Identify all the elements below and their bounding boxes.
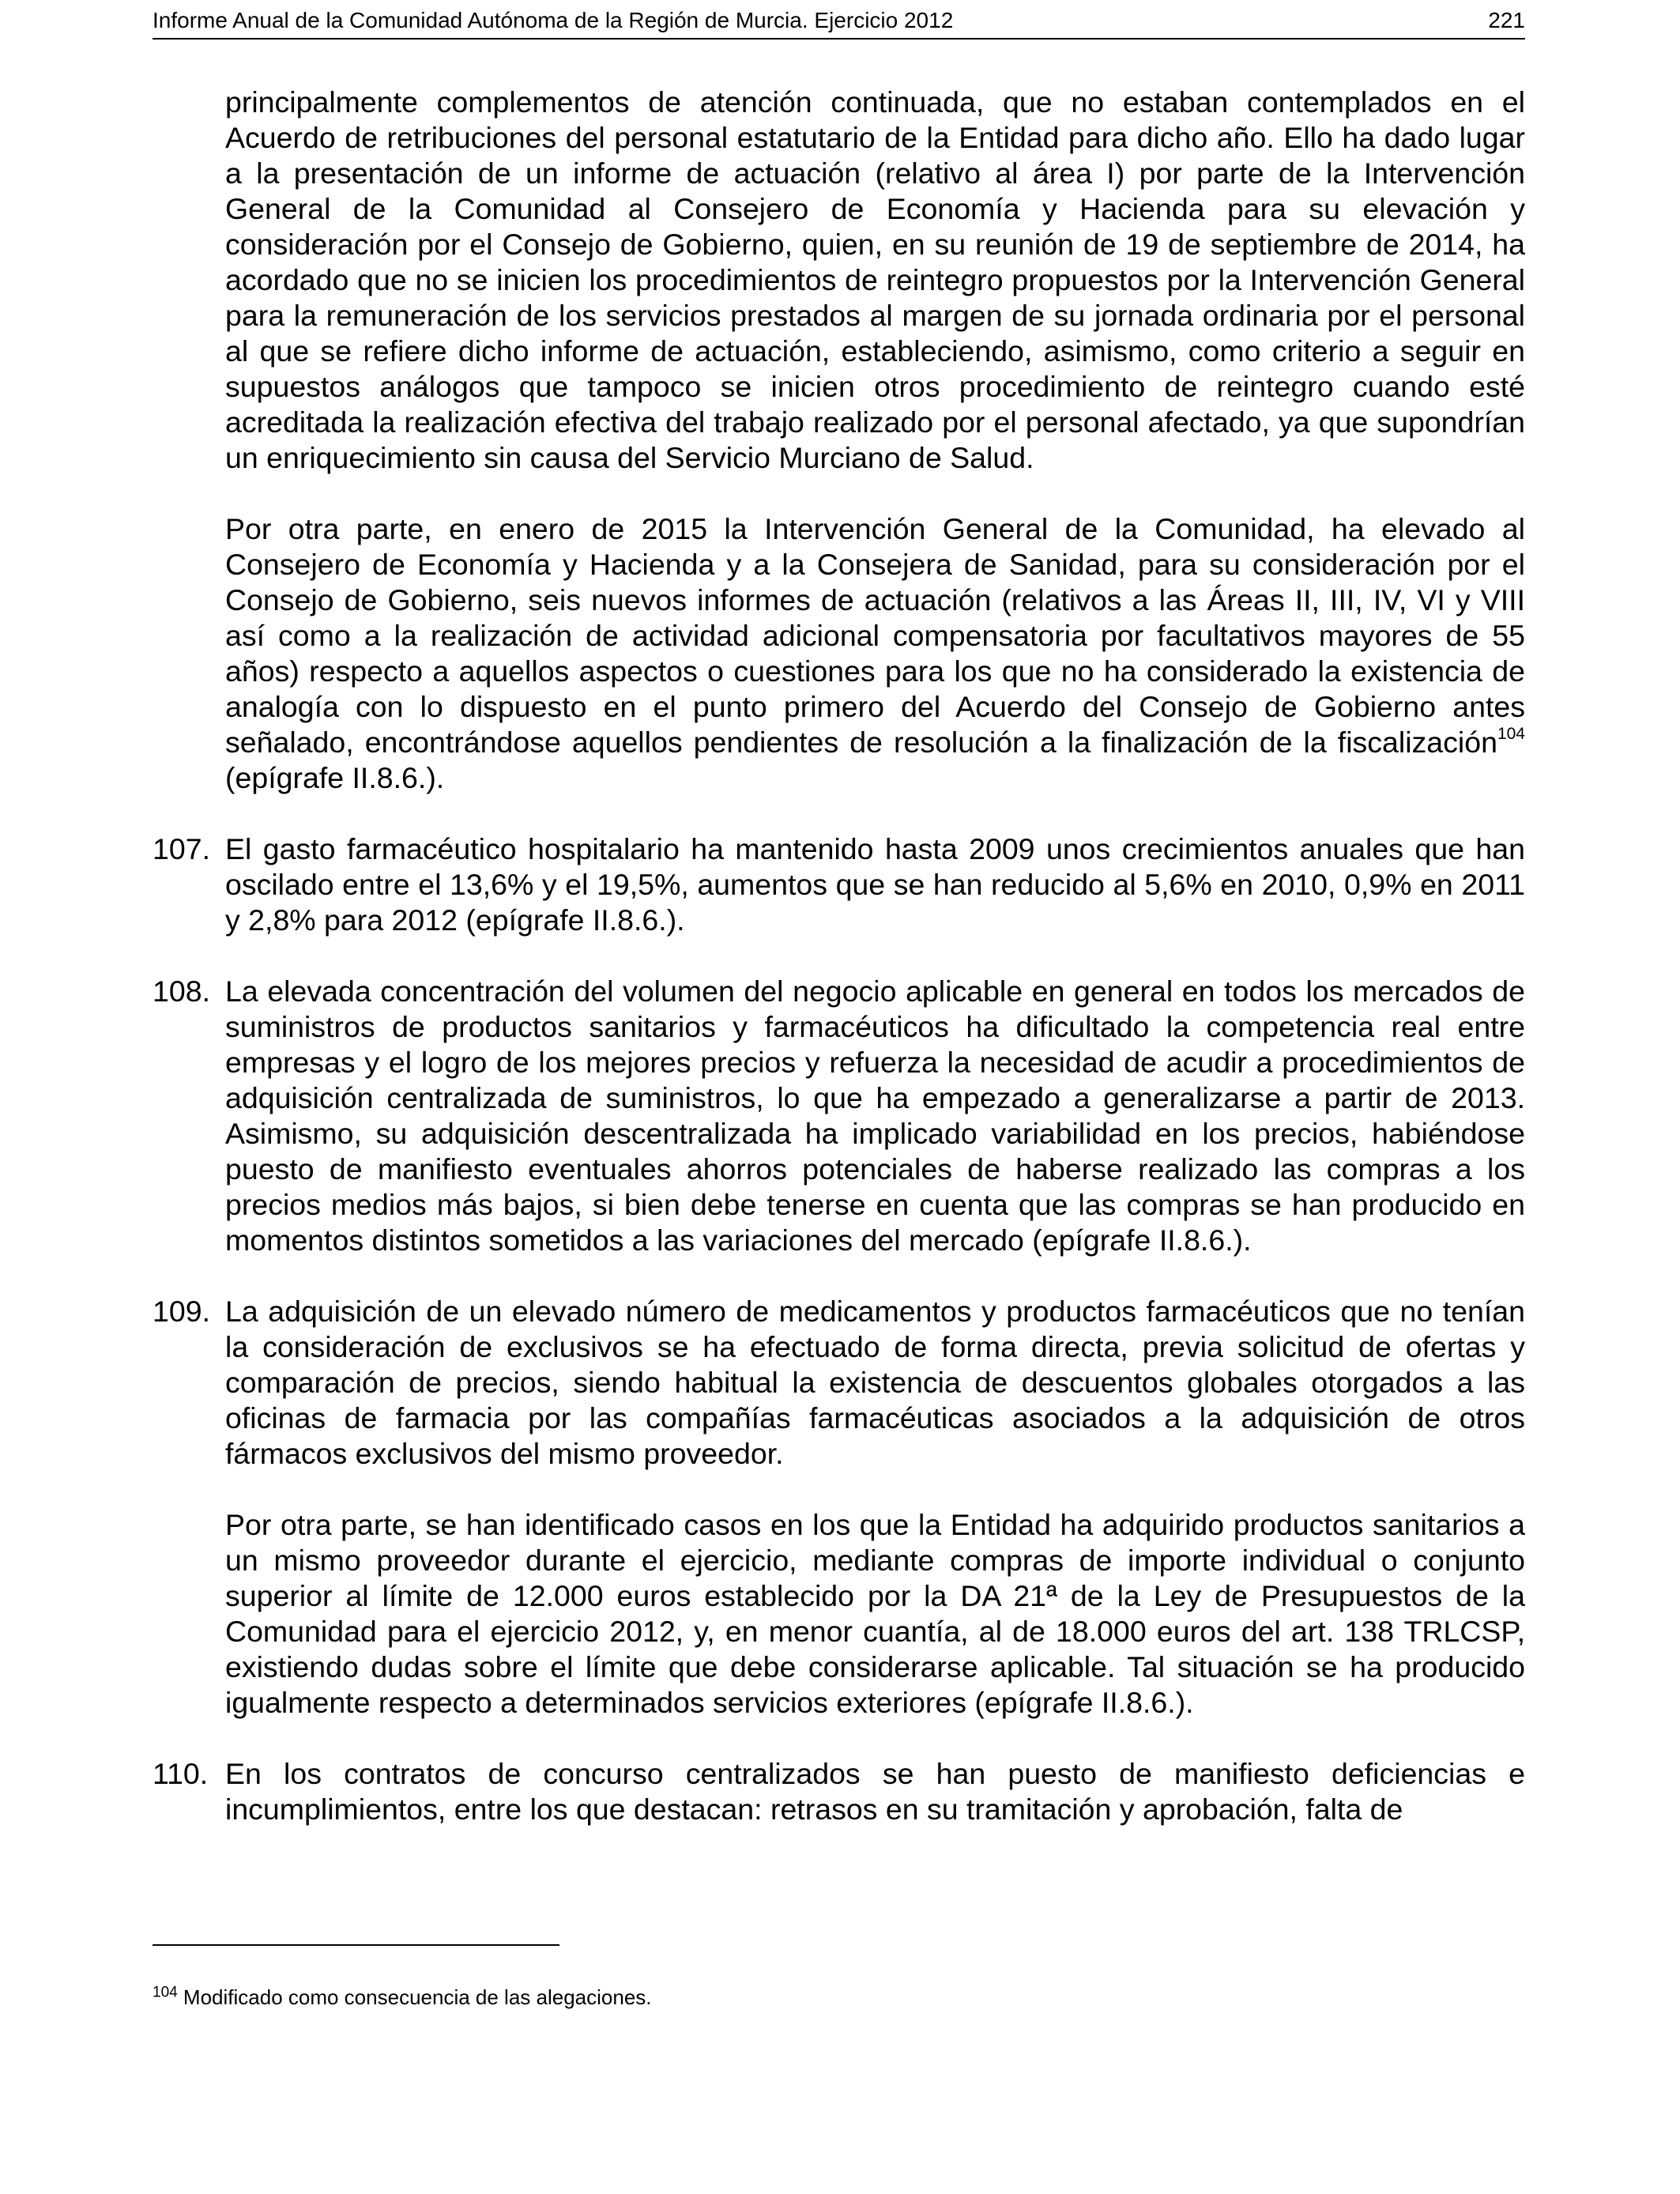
item-text: En los contratos de concurso centralizados se han puesto de manifiesto deficiencias e incumplimientos, entre los que destacan: retrasos en su tramitación y aprobación, falta de	[225, 1757, 1525, 1826]
item-text: La elevada concentración del volumen del negocio aplicable en general en todos los mercados de suministros de productos sanitarios y farmacéuticos ha dificultado la competencia real entre empresas y el logro de los mejores precios y refuerza la necesidad de acudir a procedimientos de adquisición centralizada de suministros, lo que ha empezado a generalizarse a partir de 2013. Asimismo, su adquisición descentralizada ha implicado variabilidad en los precios, habiéndose puesto de manifiesto eventuales ahorros potenciales de haberse realizado las compras a los precios medios más bajos, si bien debe tenerse en cuenta que las compras se han producido en momentos distintos sometidos a las variaciones del mercado (epígrafe II.8.6.).	[225, 974, 1525, 1257]
paragraph-text-end: (epígrafe II.8.6.).	[225, 761, 445, 794]
footnote-reference[interactable]: 104	[1497, 724, 1525, 743]
paragraph-text: Por otra parte, en enero de 2015 la Intervención General de la Comunidad, ha elevado al Consejero de Economía y Hacienda y a la Consejera de Sanidad, para su consideración por el Consejo de Gobierno, seis nuevos informes de actuación (relativos a las Áreas II, III, IV, VI y VIII así como a la realización de actividad adicional compensatoria por facultativos mayores de 55 años) respecto a aquellos aspectos o cuestiones para los que no ha considerado la existencia de analogía con lo dispuesto en el punto primero del Acuerdo del Consejo de Gobierno antes señalado, encontrándose aquellos pendientes de resolución a la finalización de la fiscalización	[225, 512, 1525, 759]
footnote	[153, 1984, 652, 2011]
item-number: 107.	[153, 832, 210, 865]
paragraph-intervencion	[153, 511, 1525, 796]
page-number: 221	[1488, 8, 1525, 32]
item-number: 109.	[153, 1295, 210, 1328]
header-title: Informe Anual de la Comunidad Autónoma de la Región de Murcia. Ejercicio 2012	[153, 8, 954, 32]
numbered-item-109	[153, 1294, 1525, 1472]
item-number: 110.	[153, 1757, 209, 1790]
item-number: 108.	[153, 974, 210, 1008]
document-body	[153, 85, 1525, 1863]
page-header	[153, 6, 1525, 40]
paragraph-item-109-continuation: Por otra parte, se han identificado casos en los que la Entidad ha adquirido productos sanitarios a un mismo proveedor durante el ejercicio, mediante compras de importe individual o conjunto superior al límite de 12.000 euros establecido por la DA 21ª de la Ley de Presupuestos de la Comunidad para el ejercicio 2012, y, en menor cuantía, al de 18.000 euros del art. 138 TRLCSP, existiendo dudas sobre el límite que debe considerarse aplicable. Tal situación se ha producido igualmente respecto a determinados servicios exteriores (epígrafe II.8.6.).	[225, 1508, 1525, 1719]
numbered-item-107	[153, 831, 1525, 938]
paragraph-continuation: principalmente complementos de atención continuada, que no estaban contemplados en el Acuerdo de retribuciones del personal estatutario de la Entidad para dicho año. Ello ha dado lugar a la presentación de un informe de actuación (relativo al área I) por parte de la Intervención General de la Comunidad al Consejero de Economía y Hacienda para su elevación y consideración por el Consejo de Gobierno, quien, en su reunión de 19 de septiembre de 2014, ha acordado que no se inicien los procedimientos de reintegro propuestos por la Intervención General para la remuneración de los servicios prestados al margen de su jornada ordinaria por el personal al que se refiere dicho informe de actuación, estableciendo, asimismo, como criterio a seguir en supuestos análogos que tampoco se inicien otros procedimiento de reintegro cuando esté acreditada la realización efectiva del trabajo realizado por el personal afectado, ya que supondrían un enriquecimiento sin causa del Servicio Murciano de Salud.	[225, 85, 1525, 474]
footnote-separator	[153, 1944, 559, 1946]
item-text: El gasto farmacéutico hospitalario ha mantenido hasta 2009 unos crecimientos anuales que han oscilado entre el 13,6% y el 19,5%, aumentos que se han reducido al 5,6% en 2010, 0,9% en 2011 y 2,8% para 2012 (epígrafe II.8.6.).	[225, 832, 1525, 937]
numbered-item-110	[153, 1756, 1525, 1827]
item-text: La adquisición de un elevado número de medicamentos y productos farmacéuticos que no tenían la consideración de exclusivos se ha efectuado de forma directa, previa solicitud de ofertas y comparación de precios, siendo habitual la existencia de descuentos globales otorgados a las oficinas de farmacia por las compañías farmacéuticas asociados a la adquisición de otros fármacos exclusivos del mismo proveedor.	[225, 1295, 1525, 1470]
numbered-item-108	[153, 974, 1525, 1258]
footnote-text: Modificado como consecuencia de las alegaciones.	[177, 1985, 652, 2009]
footnote-number: 104	[153, 1984, 178, 2001]
